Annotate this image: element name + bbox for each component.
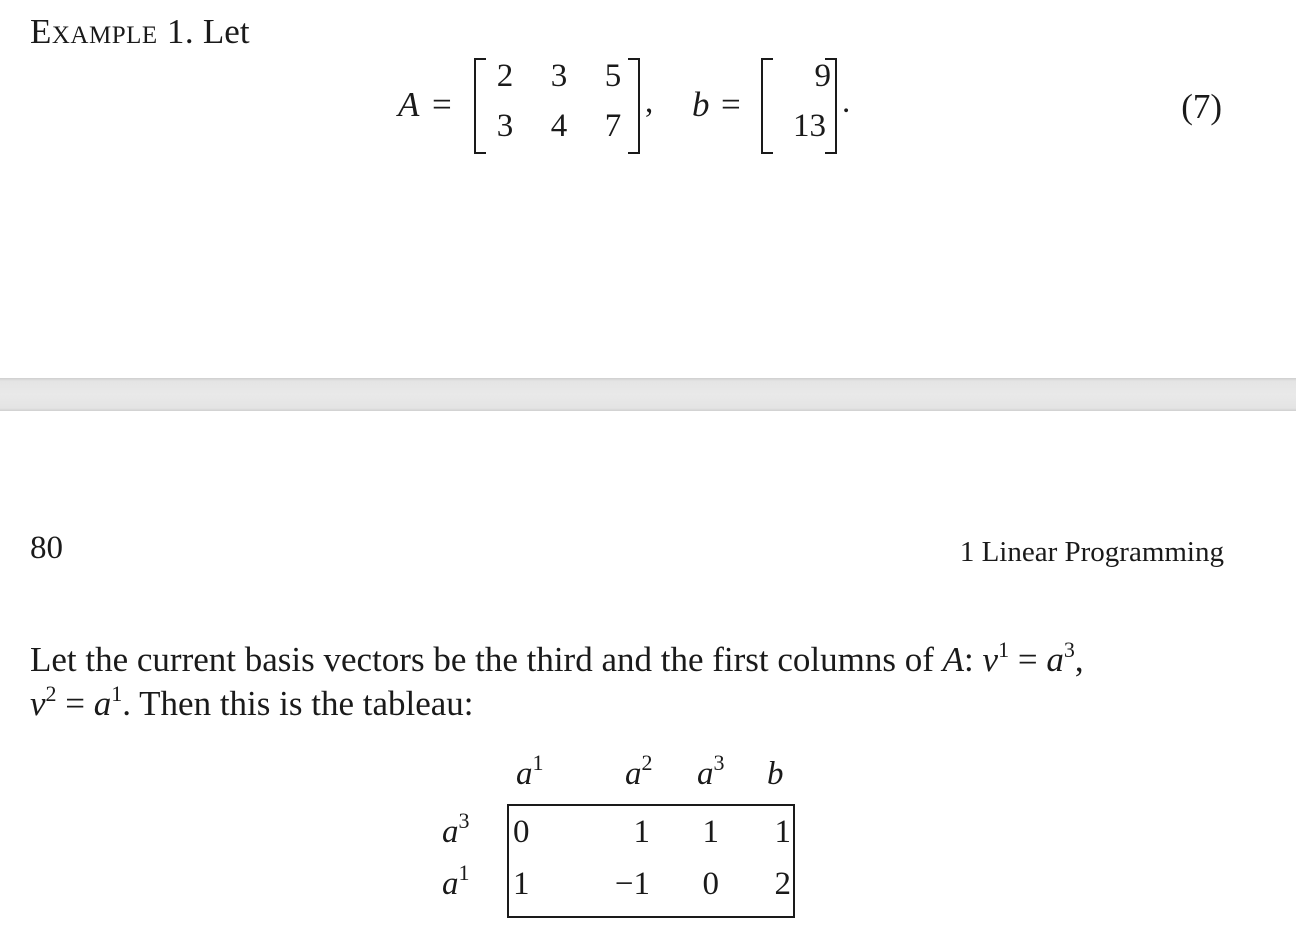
comma: ,: [1074, 640, 1084, 679]
superscript: 1: [998, 637, 1010, 662]
example-heading: [30, 12, 250, 52]
matrix-A-symbol: A: [398, 85, 420, 124]
math-v: v: [30, 684, 46, 723]
matrix-A-cell: 7: [604, 108, 622, 144]
tableau-cell: 0: [702, 866, 719, 902]
page-separator: [0, 378, 1296, 411]
matrix-A-cell: 3: [496, 108, 514, 144]
tableau-cell: 1: [513, 866, 530, 902]
tableau-cell: 1: [774, 814, 791, 850]
paragraph-text: . Then this is the tableau:: [122, 684, 474, 723]
matrix-A-cell: 4: [550, 108, 568, 144]
tableau-cell: 0: [513, 814, 530, 850]
matrix-A: [474, 58, 644, 154]
vector-b-cell: 9: [814, 58, 831, 94]
matrix-A-cell: 2: [496, 58, 514, 94]
superscript: 3: [1063, 637, 1075, 662]
vector-b: [761, 58, 841, 154]
tableau-box: [507, 804, 795, 918]
math-a: a: [1046, 640, 1064, 679]
math-v: v: [982, 640, 999, 679]
math-A: A: [942, 640, 965, 679]
paragraph-text: Let the current basis vectors be the third and the first columns of: [30, 640, 934, 679]
vector-b-left-bracket: [761, 58, 773, 154]
equals-sign: =: [721, 85, 741, 124]
equals-sign: =: [1017, 640, 1038, 679]
tableau-column-header: $a^2$: [625, 750, 653, 792]
comma: ,: [645, 84, 654, 120]
colon: :: [964, 640, 974, 679]
equals-sign: =: [432, 85, 452, 124]
example-tail: Let: [202, 12, 250, 51]
tableau-cell: 2: [774, 866, 791, 902]
tableau-column-header: b: [767, 756, 784, 792]
page-number: 80: [30, 530, 63, 566]
previous-page-fragment: [0, 0, 1296, 378]
tableau-cell: 1: [633, 814, 650, 850]
tableau-cell: −1: [614, 866, 650, 902]
paragraph-line-1: [30, 637, 1084, 680]
tableau-row-label: $a^3$: [442, 808, 470, 850]
matrix-A-cell: 5: [604, 58, 622, 94]
example-label: Example 1.: [30, 12, 195, 51]
equation-number: (7): [1181, 87, 1222, 126]
vector-b-symbol: b: [692, 85, 710, 124]
superscript: 2: [45, 681, 57, 706]
math-a: a: [93, 684, 112, 723]
tableau-column-header: $a^3$: [697, 750, 725, 792]
equals-sign: =: [65, 684, 86, 723]
matrix-A-cell: 3: [550, 58, 568, 94]
tableau-row-label: $a^1$: [442, 860, 470, 902]
vector-b-cell: 13: [793, 108, 826, 144]
running-head: 1 Linear Programming: [959, 536, 1224, 568]
period: .: [842, 84, 851, 120]
paragraph-line-2: [30, 681, 474, 724]
tableau-cell: 1: [702, 814, 719, 850]
superscript: 1: [111, 681, 123, 706]
tableau-column-header: $a^1$: [516, 750, 544, 792]
